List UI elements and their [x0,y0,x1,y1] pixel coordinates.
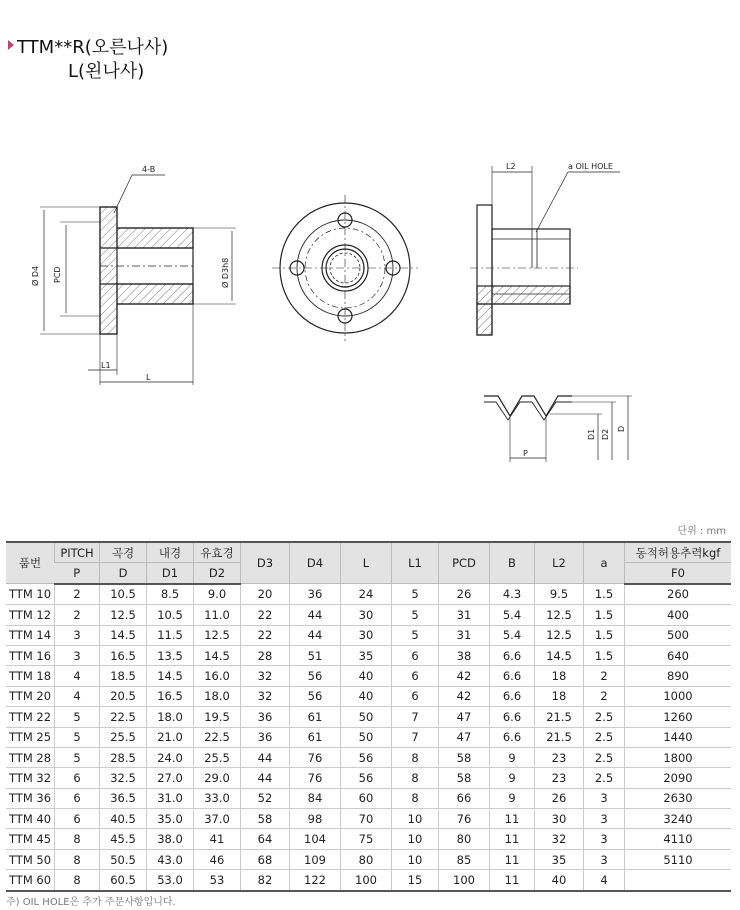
table-cell: 40 [341,686,392,706]
table-cell: 11 [490,809,535,829]
table-cell: 9 [490,788,535,808]
table-cell: 18 [535,686,584,706]
table-cell: 50 [341,727,392,747]
part-number-cell: TTM 12 [6,605,55,625]
table-cell: 61 [290,707,341,727]
table-cell: 4 [55,686,100,706]
table-cell: 8 [55,870,100,891]
table-cell: 5 [55,727,100,747]
table-cell: 32 [241,686,290,706]
table-cell: 2.5 [584,707,625,727]
table-cell: 32 [535,829,584,849]
part-number-cell: TTM 36 [6,788,55,808]
table-cell: 42 [439,666,490,686]
table-row [6,686,731,706]
table-cell: 5 [392,584,439,605]
table-cell: 1000 [625,686,732,706]
table-cell: 7 [392,727,439,747]
label-oil-hole: a OIL HOLE [568,162,613,171]
table-cell: 12.5 [194,625,241,645]
table-cell: 11.5 [147,625,194,645]
table-cell: 2.5 [584,747,625,767]
table-row [6,584,731,605]
label-l2: L2 [506,162,516,171]
table-cell: 84 [290,788,341,808]
part-number-cell: TTM 22 [6,707,55,727]
table-cell: 400 [625,605,732,625]
table-row [6,788,731,808]
table-cell: 46 [194,849,241,869]
table-cell: 40 [535,870,584,891]
table-cell: 50 [341,707,392,727]
table-cell: 98 [290,809,341,829]
table-cell: 82 [241,870,290,891]
table-cell: 33.0 [194,788,241,808]
table-cell: 1.5 [584,625,625,645]
table-cell: 3 [584,788,625,808]
label-l: L [146,373,151,382]
col-pitch: PITCH [55,542,100,563]
col-minor: 내경 [147,542,194,563]
col-thrust: 동적허용추력kgf [625,542,732,563]
table-cell: 9.0 [194,584,241,605]
table-cell: 21.0 [147,727,194,747]
table-cell: 10.5 [147,605,194,625]
part-number-cell: TTM 45 [6,829,55,849]
table-cell: 58 [439,747,490,767]
table-cell: 9 [490,747,535,767]
part-number-cell: TTM 16 [6,645,55,665]
table-cell: 80 [341,849,392,869]
table-cell: 56 [290,686,341,706]
spec-table [6,541,731,892]
table-cell: 11 [490,829,535,849]
table-cell: 16.0 [194,666,241,686]
table-cell: 3 [584,809,625,829]
table-cell: 2630 [625,788,732,808]
col-pitch-sub: P [55,563,100,584]
table-row [6,768,731,788]
table-cell: 22.5 [100,707,147,727]
part-number-cell: TTM 28 [6,747,55,767]
table-body [6,584,731,891]
part-number-cell: TTM 18 [6,666,55,686]
table-cell: 36 [241,727,290,747]
table-cell: 38.0 [147,829,194,849]
table-row [6,870,731,891]
table-cell: 76 [439,809,490,829]
label-d: D [617,425,626,432]
table-cell: 40.5 [100,809,147,829]
table-cell: 21.5 [535,707,584,727]
table-cell: 31.0 [147,788,194,808]
table-cell: 20 [241,584,290,605]
table-cell: 28.5 [100,747,147,767]
table-cell: 50.5 [100,849,147,869]
col-d3: D3 [241,542,290,584]
table-cell: 35 [535,849,584,869]
table-cell: 10 [392,809,439,829]
table-cell: 5.4 [490,625,535,645]
table-cell: 31 [439,625,490,645]
table-cell: 47 [439,707,490,727]
table-cell: 53 [194,870,241,891]
title-line-1: TTM**R(오른나사) [17,37,169,58]
table-cell: 6 [55,768,100,788]
table-cell: 6.6 [490,666,535,686]
table-cell: 6.6 [490,645,535,665]
oil-hole-view [470,166,620,335]
col-effective-sub: D2 [194,563,241,584]
table-cell: 26 [439,584,490,605]
table-cell: 31 [439,605,490,625]
table-cell: 5.4 [490,605,535,625]
table-cell: 2 [55,605,100,625]
table-cell: 22.5 [194,727,241,747]
table-cell: 60 [341,788,392,808]
table-cell: 12.5 [100,605,147,625]
table-row [6,625,731,645]
table-cell: 53.0 [147,870,194,891]
table-cell: 1.5 [584,605,625,625]
label-4-b: 4-B [142,165,156,174]
unit-note: 단위 : mm [677,526,726,537]
col-thrust-sub: F0 [625,563,732,584]
table-row [6,829,731,849]
part-number-cell: TTM 25 [6,727,55,747]
col-pcd: PCD [439,542,490,584]
table-cell: 14.5 [100,625,147,645]
table-cell: 3 [584,829,625,849]
footnote: 주) OIL HOLE은 추가 주문사항입니다. [6,897,176,908]
table-cell: 11 [490,849,535,869]
table-cell: 890 [625,666,732,686]
label-d3: Ø D3h8 [221,257,230,288]
table-cell: 8.5 [147,584,194,605]
table-cell: 75 [341,829,392,849]
col-b: B [490,542,535,584]
col-a: a [584,542,625,584]
label-d2: D2 [601,428,610,440]
table-row [6,747,731,767]
table-cell: 5 [55,707,100,727]
table-cell: 24 [341,584,392,605]
table-cell: 10 [392,829,439,849]
table-row [6,809,731,829]
table-cell: 68 [241,849,290,869]
part-number-cell: TTM 50 [6,849,55,869]
table-cell: 30 [341,625,392,645]
table-cell: 15 [392,870,439,891]
table-cell: 8 [392,788,439,808]
col-effective: 유효경 [194,542,241,563]
table-cell: 26 [535,788,584,808]
table-cell: 5 [55,747,100,767]
table-cell: 47 [439,727,490,747]
col-l1: L1 [392,542,439,584]
front-view [272,195,418,341]
table-row [6,849,731,869]
table-cell: 44 [241,747,290,767]
table-cell: 70 [341,809,392,829]
table-cell: 8 [55,849,100,869]
table-cell: 18.0 [147,707,194,727]
table-cell: 100 [341,870,392,891]
table-cell: 35 [341,645,392,665]
table-cell: 4.3 [490,584,535,605]
table-cell: 8 [55,829,100,849]
table-cell: 37.0 [194,809,241,829]
table-cell: 22 [241,605,290,625]
table-cell: 32 [241,666,290,686]
table-cell: 56 [341,768,392,788]
table-row [6,605,731,625]
table-cell: 11 [490,870,535,891]
table-cell: 32.5 [100,768,147,788]
table-cell: 5110 [625,849,732,869]
table-cell: 8 [392,747,439,767]
table-cell: 3 [55,625,100,645]
table-cell: 85 [439,849,490,869]
table-cell: 10 [392,849,439,869]
table-cell: 29.0 [194,768,241,788]
table-cell: 19.5 [194,707,241,727]
table-cell: 14.5 [194,645,241,665]
table-cell: 30 [341,605,392,625]
label-d4: Ø D4 [31,265,40,286]
table-cell: 13.5 [147,645,194,665]
table-cell: 56 [341,747,392,767]
table-cell: 6.6 [490,727,535,747]
table-cell: 12.5 [535,605,584,625]
table-cell: 80 [439,829,490,849]
table-cell: 1.5 [584,584,625,605]
table-cell: 122 [290,870,341,891]
table-cell: 14.5 [147,666,194,686]
table-cell: 45.5 [100,829,147,849]
table-cell: 36 [290,584,341,605]
table-cell: 1800 [625,747,732,767]
table-cell: 6 [392,686,439,706]
table-cell: 18 [535,666,584,686]
part-number-cell: TTM 60 [6,870,55,891]
table-cell: 25.5 [194,747,241,767]
table-cell: 25.5 [100,727,147,747]
table-cell: 58 [439,768,490,788]
table-cell: 100 [439,870,490,891]
table-cell: 2 [584,666,625,686]
part-number-cell: TTM 40 [6,809,55,829]
table-cell: 35.0 [147,809,194,829]
table-cell: 58 [241,809,290,829]
table-cell: 6.6 [490,707,535,727]
table-cell: 76 [290,747,341,767]
part-number-cell: TTM 20 [6,686,55,706]
col-part-no: 품번 [6,542,55,584]
table-row [6,727,731,747]
label-p: P [523,449,528,458]
table-cell: 76 [290,768,341,788]
table-cell: 640 [625,645,732,665]
table-cell: 60.5 [100,870,147,891]
table-cell: 44 [290,605,341,625]
table-cell: 66 [439,788,490,808]
side-section-view [40,175,236,385]
table-cell: 9.5 [535,584,584,605]
table-cell: 23 [535,747,584,767]
table-cell: 4110 [625,829,732,849]
label-l1: L1 [101,361,111,370]
table-cell: 500 [625,625,732,645]
table-cell: 6 [55,809,100,829]
table-cell: 56 [290,666,341,686]
table-cell: 18.0 [194,686,241,706]
label-d1: D1 [587,428,596,440]
table-cell: 10.5 [100,584,147,605]
table-cell: 11.0 [194,605,241,625]
table-cell: 18.5 [100,666,147,686]
table-cell: 36.5 [100,788,147,808]
table-cell: 6 [392,645,439,665]
table-cell: 2 [55,584,100,605]
table-cell: 1260 [625,707,732,727]
table-row [6,645,731,665]
table-cell: 41 [194,829,241,849]
col-d4: D4 [290,542,341,584]
table-cell: 21.5 [535,727,584,747]
table-cell: 61 [290,727,341,747]
table-cell: 64 [241,829,290,849]
table-cell: 6.6 [490,686,535,706]
title-line-2: L(왼나사) [68,61,145,82]
table-cell: 1440 [625,727,732,747]
table-cell: 22 [241,625,290,645]
table-row [6,666,731,686]
table-cell: 44 [290,625,341,645]
table-cell: 9 [490,768,535,788]
table-cell: 27.0 [147,768,194,788]
table-cell: 16.5 [100,645,147,665]
table-cell: 1.5 [584,645,625,665]
table-cell: 5 [392,625,439,645]
part-number-cell: TTM 10 [6,584,55,605]
part-number-cell: TTM 32 [6,768,55,788]
table-row [6,707,731,727]
table-cell [625,870,732,891]
col-minor-sub: D1 [147,563,194,584]
part-number-cell: TTM 14 [6,625,55,645]
table-cell: 109 [290,849,341,869]
table-cell: 2.5 [584,768,625,788]
table-cell: 3 [55,645,100,665]
table-cell: 44 [241,768,290,788]
table-cell: 5 [392,605,439,625]
col-major: 곡경 [100,542,147,563]
table-cell: 52 [241,788,290,808]
table-cell: 6 [392,666,439,686]
table-cell: 12.5 [535,625,584,645]
table-cell: 16.5 [147,686,194,706]
table-cell: 260 [625,584,732,605]
col-l2: L2 [535,542,584,584]
table-cell: 24.0 [147,747,194,767]
table-cell: 20.5 [100,686,147,706]
table-cell: 4 [55,666,100,686]
table-cell: 23 [535,768,584,788]
col-l: L [341,542,392,584]
table-cell: 7 [392,707,439,727]
table-cell: 40 [341,666,392,686]
table-cell: 36 [241,707,290,727]
header-row-1 [6,542,731,563]
table-cell: 28 [241,645,290,665]
table-cell: 104 [290,829,341,849]
table-cell: 42 [439,686,490,706]
table-cell: 51 [290,645,341,665]
table-cell: 8 [392,768,439,788]
table-cell: 3 [584,849,625,869]
col-major-sub: D [100,563,147,584]
table-cell: 3240 [625,809,732,829]
table-cell: 2 [584,686,625,706]
table-cell: 2090 [625,768,732,788]
table-cell: 38 [439,645,490,665]
table-cell: 6 [55,788,100,808]
table-cell: 30 [535,809,584,829]
label-pcd: PCD [53,266,62,283]
table-cell: 2.5 [584,727,625,747]
table-cell: 4 [584,870,625,891]
table-cell: 43.0 [147,849,194,869]
table-cell: 14.5 [535,645,584,665]
